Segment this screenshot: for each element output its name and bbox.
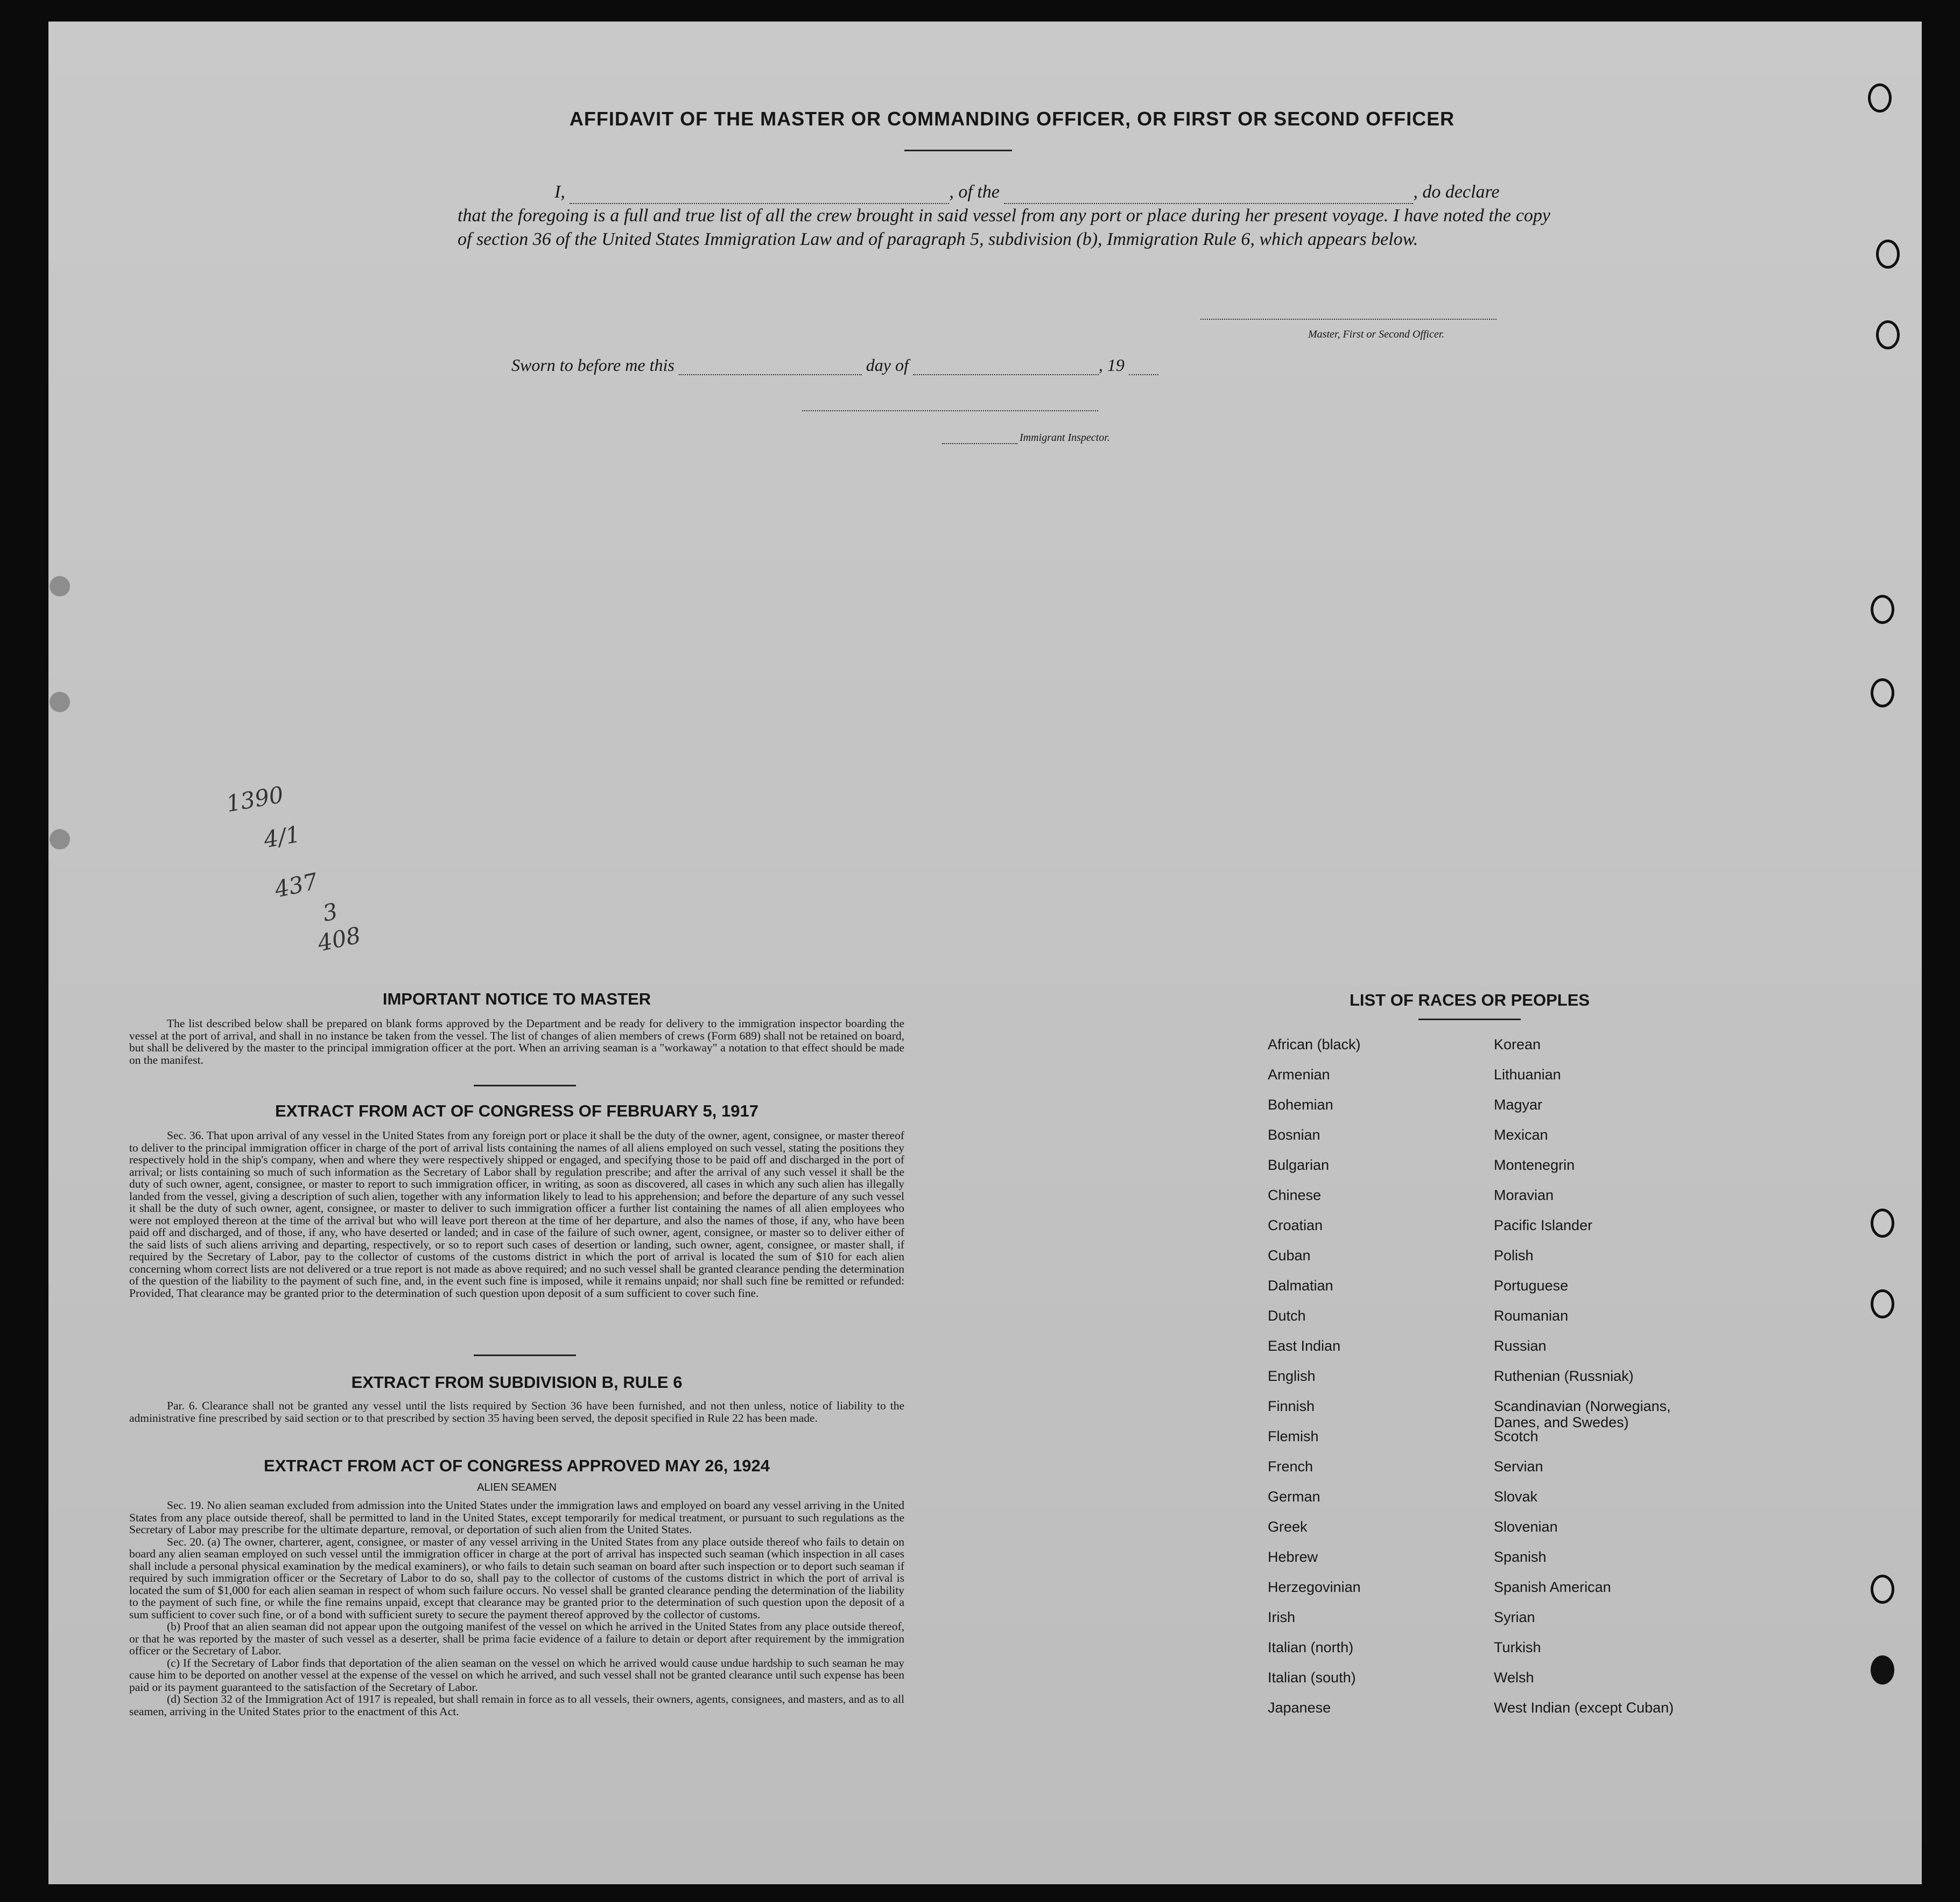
races-column-1 <box>1268 1036 1462 1730</box>
punch-hole-icon <box>1876 240 1900 269</box>
race-item: Servian <box>1494 1458 1543 1475</box>
extract-1917-title: EXTRACT FROM ACT OF CONGRESS OF FEBRUARY 5, 1917 <box>275 1101 758 1120</box>
race-item: Spanish American <box>1494 1579 1611 1595</box>
affidavit-line-1 <box>458 180 1550 204</box>
race-item: Scandinavian (Norwegians, Danes, and Swedes) <box>1494 1398 1671 1430</box>
race-item: English <box>1268 1368 1316 1384</box>
divider <box>474 1085 576 1086</box>
race-item: Croatian <box>1268 1217 1323 1233</box>
affidavit-declare: , do declare <box>1413 182 1500 202</box>
race-item: West Indian (except Cuban) <box>1494 1700 1674 1716</box>
race-item: Montenegrin <box>1494 1157 1575 1173</box>
race-item: Pacific Islander <box>1494 1217 1593 1233</box>
inspector-signature-blank[interactable] <box>802 409 1098 411</box>
notice-paragraph: The list described below shall be prepared on blank forms approved by the Department and be ready for delivery to the immigration inspector boarding the vessel at the port of arrival, and shall in no instance be taken from the vessel. The list of changes of alien members of crews (Form 689) shall not be retained on board, but shall be delivered by the master to the principal immigration officer at the port. When an arriving seaman is a "workaway" a notation to that effect should be made on the manifest. <box>129 1017 904 1066</box>
vessel-blank[interactable] <box>1004 187 1413 204</box>
race-item: Polish <box>1494 1247 1534 1264</box>
extract-1924-paragraph: (d) Section 32 of the Immigration Act of 1917 is repealed, but shall remain in force as to all vessels, their owners, agents, consignees, and masters, and as to all seamen, arriving in the United States prior to the enactment of this Act. <box>129 1693 904 1718</box>
race-item: German <box>1268 1489 1320 1505</box>
sworn-label: Sworn to before me this <box>511 355 675 375</box>
divider <box>1418 1019 1521 1020</box>
extract-rule6-body <box>129 1400 904 1424</box>
extract-1924-paragraph: (c) If the Secretary of Labor finds that deportation of the alien seaman on the vessel on which he arrived would cause undue hardship to such seaman he may cause him to be deported on another vessel at the expense of the vessel on which he arrived, and such vessel shall not be granted clearance until such expense has been paid or its payment guaranteed to the satisfaction of the Secretary of Labor. <box>129 1656 904 1694</box>
inspector-line <box>942 432 1110 444</box>
race-item: Irish <box>1268 1609 1296 1625</box>
race-item: Bulgarian <box>1268 1157 1330 1173</box>
divider <box>474 1354 576 1356</box>
punch-hole-icon <box>1876 320 1900 349</box>
extract-1924-paragraph: Sec. 20. (a) The owner, charterer, agent, consignee, or master of any vessel arriving in the United States from any place outside thereof who fails to detain on board any alien seaman employed on such vessel until the immigration officer in charge at the port of arrival has inspected such seaman (which inspection in all cases shall include a personal physical examination by the medical examiners), or who fails to detain such seaman on board after such inspection or to deport such seaman if required by such immigration officer or the Secretary of Labor to do so, shall pay to the collector of customs of the customs district in which the port of arrival is located the sum of $1,000 for each alien seaman in respect of whom such failure occurs. No vessel shall be granted clearance pending the determination of the liability to the payment of such fine, or while the fine remains unpaid, except that clearance may be granted prior to the determination of such question upon the deposit of a sum sufficient to cover such fine, or of a bond with sufficient surety to secure the payment thereof approved by the collector of customs. <box>129 1535 904 1621</box>
race-item: Spanish <box>1494 1549 1547 1565</box>
races-title: LIST OF RACES OR PEOPLES <box>1349 991 1590 1009</box>
race-item: Moravian <box>1494 1187 1554 1203</box>
punch-hole-icon <box>50 692 70 712</box>
race-item: Scotch <box>1494 1428 1539 1444</box>
extract-rule6-paragraph: Par. 6. Clearance shall not be granted any vessel until the lists required by Section 36 have been furnished, and not then unless, notice of liability to the administrative fine prescribed by said section or to that prescribed by section 35 having been served, the deposit specified in Rule 22 has been made. <box>129 1399 904 1424</box>
extract-1924-title: EXTRACT FROM ACT OF CONGRESS APPROVED MAY 26, 1924 <box>264 1456 770 1475</box>
race-item: Italian (north) <box>1268 1639 1354 1655</box>
affidavit-i: I, <box>554 182 565 202</box>
handwritten-note: 1390 <box>224 781 286 817</box>
punch-hole-icon <box>1868 83 1892 113</box>
race-item: Hebrew <box>1268 1549 1318 1565</box>
race-item: Flemish <box>1268 1428 1319 1444</box>
race-item: African (black) <box>1268 1036 1361 1052</box>
race-item: Lithuanian <box>1494 1066 1561 1083</box>
sworn-line <box>511 355 1158 375</box>
divider <box>904 150 1012 151</box>
extract-1917-body <box>129 1129 904 1299</box>
races-column-2 <box>1494 1036 1709 1730</box>
race-item: Bohemian <box>1268 1097 1333 1113</box>
signature-label: Master, First or Second Officer. <box>1308 328 1445 340</box>
affidavit-text <box>458 180 1550 251</box>
race-item: Ruthenian (Russniak) <box>1494 1368 1634 1384</box>
race-item: Magyar <box>1494 1097 1543 1113</box>
race-item: Turkish <box>1494 1639 1541 1655</box>
day-of-label: day of <box>866 355 909 375</box>
punch-hole-icon <box>1871 1575 1894 1604</box>
race-item: Italian (south) <box>1268 1669 1356 1686</box>
punch-hole-icon <box>50 829 70 850</box>
notice-title: IMPORTANT NOTICE TO MASTER <box>382 989 651 1008</box>
handwritten-note: 3 <box>320 897 340 927</box>
race-item: Slovenian <box>1494 1519 1558 1535</box>
extract-rule6-title: EXTRACT FROM SUBDIVISION B, RULE 6 <box>351 1373 683 1392</box>
race-item: Herzegovinian <box>1268 1579 1361 1595</box>
race-item: Mexican <box>1494 1127 1548 1143</box>
notice-body <box>129 1017 904 1066</box>
punch-hole-icon <box>1871 1655 1894 1685</box>
race-item: Russian <box>1494 1338 1547 1354</box>
extract-1924-subtitle: ALIEN SEAMEN <box>477 1482 557 1493</box>
affidavit-of-the: , of the <box>949 182 1000 202</box>
year-label: , 19 <box>1098 355 1125 375</box>
extract-1924-paragraph: (b) Proof that an alien seaman did not appear upon the outgoing manifest of the vessel on which he arrived in the United States from any place outside thereof, or that he was reported by the master of such vessel as a deserter, shall be prima facie evidence of a failure to detain or deport after requirement by the immigration officer or the Secretary of Labor. <box>129 1620 904 1657</box>
punch-hole-icon <box>1871 678 1894 707</box>
punch-hole-icon <box>1871 1209 1894 1238</box>
race-item: Roumanian <box>1494 1308 1569 1324</box>
race-item: Chinese <box>1268 1187 1322 1203</box>
inspector-blank[interactable] <box>942 436 1017 444</box>
race-item: Bosnian <box>1268 1127 1320 1143</box>
race-item: Japanese <box>1268 1700 1331 1716</box>
document-sheet <box>48 22 1922 1884</box>
punch-hole-icon <box>1871 595 1894 624</box>
race-item: Dutch <box>1268 1308 1306 1324</box>
extract-1917-paragraph: Sec. 36. That upon arrival of any vessel in the United States from any foreign port or place it shall be the duty of the owner, agent, consignee, or master thereof to deliver to the principal immigration officer in charge of the port of arrival lists containing the names of all aliens employed on such vessel, stating the positions they respectively hold in the ship's company, when and where they were respectively shipped or engaged, and specifying those to be paid off and discharged in the port of arrival; or lists containing so much of such information as the Secretary of Labor shall by regulation prescribe; and after the arrival of any such vessel it shall be the duty of such owner, agent, consignee, or master to report to such immigration officer, in writing, as soon as discovered, all cases in which any such alien has illegally landed from the vessel, giving a description of such alien, together with any information likely to lead to his apprehension; and before the departure of any such vessel it shall be the duty of such owner, agent, consignee, or master to deliver to such immigration officer a further list containing the names of all alien employees who were not employed thereon at the time of the arrival but who will leave port thereon at the time of her departure, and also the names of those, if any, who have been paid off and discharged, and of those, if any, who have deserted or landed; and in case of the failure of such owner, agent, consignee, or master so to deliver either of the said lists of such aliens arriving and departing, respectively, or so to report such cases of desertion or landing, such owner, agent, consignee, or master shall, if required by the Secretary of Labor, pay to the collector of customs of the customs district in which the port of arrival is located the sum of $10 for each alien concerning whom correct lists are not delivered or a true report is not made as above required; and no such vessel shall be granted clearance pending the determination of the question of the liability to the payment of such fine, and, in the event such fine is imposed, while it remains unpaid; nor shall such fine be remitted or refunded: Provided, That clearance may be granted prior to the determination of such question upon deposit of a sum sufficient to cover such fine. <box>129 1129 904 1300</box>
affidavit-body: that the foregoing is a full and true list of all the crew brought in said vessel from any port or place during her present voyage. I have noted the copy of section 36 of the United States Immigration Law and of paragraph 5, subdivision (b), Immigration Rule 6, which appears below. <box>458 206 1550 249</box>
race-item: East Indian <box>1268 1338 1341 1354</box>
race-item: Korean <box>1494 1036 1541 1052</box>
race-item: Slovak <box>1494 1489 1538 1505</box>
race-item: Dalmatian <box>1268 1278 1333 1294</box>
handwritten-note: 437 <box>272 868 320 903</box>
sworn-year-blank[interactable] <box>1129 358 1158 375</box>
race-item: Cuban <box>1268 1247 1311 1264</box>
punch-hole-icon <box>50 576 70 596</box>
race-item: Armenian <box>1268 1066 1330 1083</box>
bleed-through-text <box>694 398 714 435</box>
race-item: French <box>1268 1458 1313 1475</box>
extract-1924-body <box>129 1499 904 1717</box>
sworn-month-blank[interactable] <box>913 358 1099 375</box>
race-item: Portuguese <box>1494 1278 1569 1294</box>
race-item: Finnish <box>1268 1398 1315 1414</box>
race-item: Welsh <box>1494 1669 1534 1686</box>
race-item: Syrian <box>1494 1609 1535 1625</box>
signature-blank[interactable] <box>1200 318 1497 320</box>
handwritten-note: 4/1 <box>262 820 303 853</box>
name-blank[interactable] <box>570 187 949 204</box>
punch-hole-icon <box>1871 1289 1894 1318</box>
sworn-day-blank[interactable] <box>679 358 862 375</box>
affidavit-title: AFFIDAVIT OF THE MASTER OR COMMANDING OFFICER, OR FIRST OR SECOND OFFICER <box>569 108 1455 130</box>
handwritten-note: 408 <box>315 922 363 957</box>
extract-1924-paragraph: Sec. 19. No alien seaman excluded from admission into the United States under the immigration laws and employed on board any vessel arriving in the United States from any place outside thereof, shall be permitted to land in the United States, except temporarily for medical treatment, or pursuant to such regulations as the Secretary of Labor may prescribe for the ultimate departure, removal, or deportation of such alien from the United States. <box>129 1499 904 1536</box>
inspector-label: Immigrant Inspector. <box>1020 432 1110 444</box>
race-item: Greek <box>1268 1519 1308 1535</box>
